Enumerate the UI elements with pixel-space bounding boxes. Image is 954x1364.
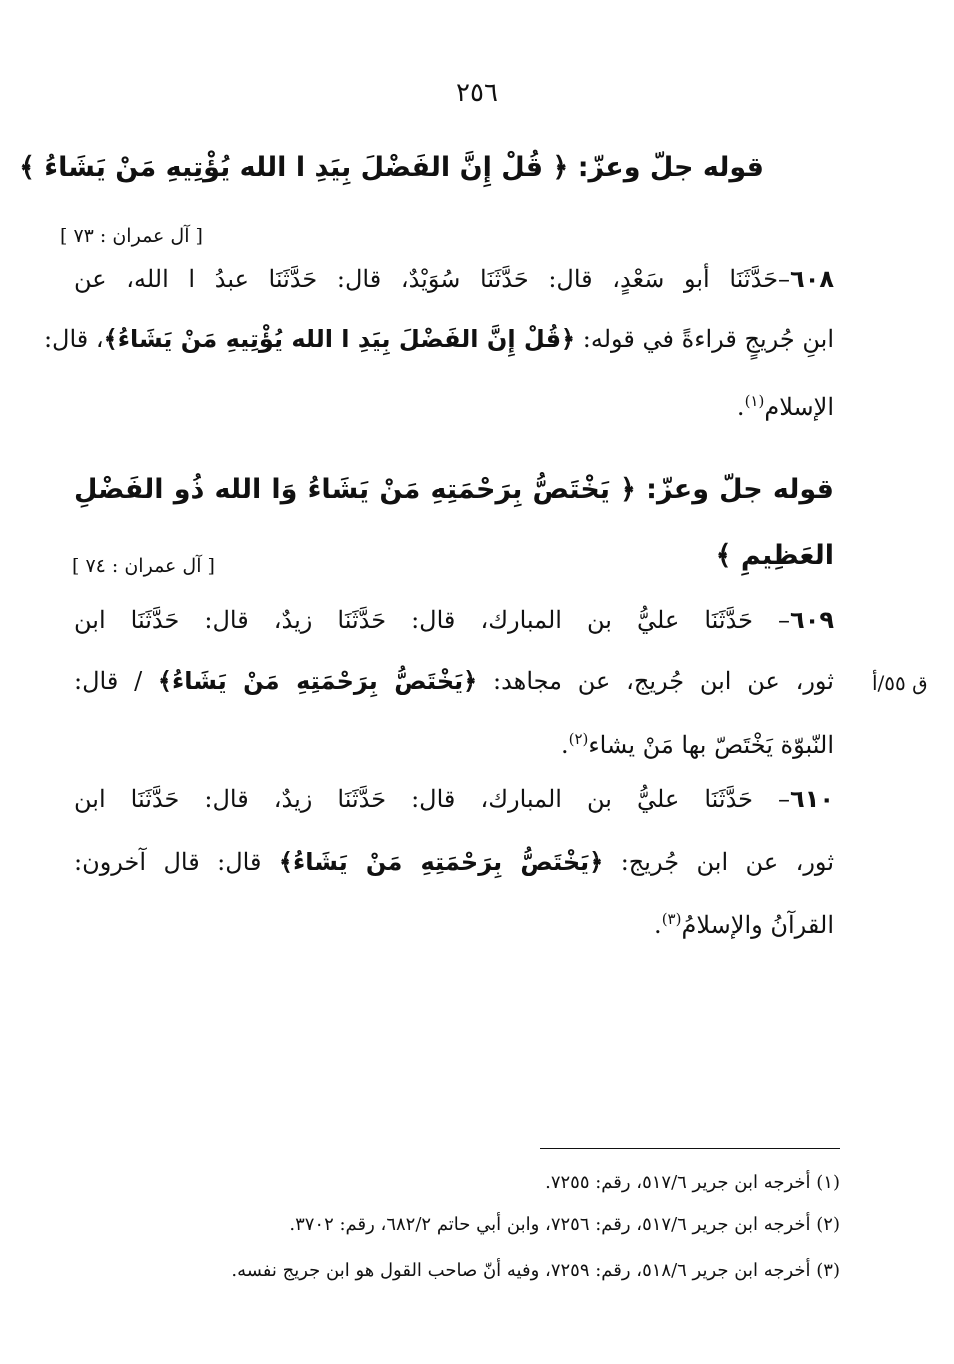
hadith-610-line-1 (74, 782, 834, 816)
hadith-609-line-3 (74, 722, 834, 762)
hadith-text-end: . (654, 911, 662, 939)
hadith-608-line-2 (43, 322, 834, 356)
hadith-text: النّبوّة يَخْتَصّ بها مَنْ يشاء (588, 731, 834, 759)
manuscript-folio-note: ق ٥٥/أ (872, 671, 928, 695)
footnote-separator (540, 1148, 840, 1149)
hadith-608-line-3 (74, 384, 834, 424)
quran-verse: ﴿ قُلْ إِنَّ الفَضْلَ بِيَدِ ا الله يُؤْتِيهِ مَنْ يَشَاءُ ﴾ (19, 152, 569, 183)
hadith-number: ٦٠٨ (790, 265, 834, 293)
section-heading-2-cont: العَظِيمِ ﴾ (715, 540, 834, 571)
footnote-marker: (٣) (661, 910, 682, 928)
hadith-text: ثور، عن ابن جُريج، عن مجاهد: (492, 667, 834, 695)
footnote-marker: (١) (744, 392, 765, 410)
footnote-1: (١) أخرجه ابن جرير ٥١٧/٦، رقم: ٧٢٥٥. (545, 1172, 840, 1193)
hadith-608-line-1 (74, 262, 834, 296)
quran-verse: ﴿يَخْتَصُّ بِرَحْمَتِهِ مَنْ يَشَاءُ﴾ (278, 848, 604, 876)
hadith-text: – حَدَّثَنَا عليُّ بن المبارك، قال: حَدَّثَنَا زيدٌ، قال: حَدَّثَنَا ابن (74, 785, 791, 813)
hadith-text: –حَدَّثَنَا أبو سَعْدٍ، قال: حَدَّثَنَا سُوَيْدٌ، قال: حَدَّثَنَا عبدُ ا الله، عن (74, 265, 791, 293)
section-heading-2 (74, 470, 834, 510)
heading-prefix: قوله جلّ وعزّ: (577, 152, 764, 183)
hadith-text: ابنِ جُريجٍ قراءةً في قوله: (582, 325, 834, 353)
footnote-2: (٢) أخرجه ابن جرير ٥١٧/٦، رقم: ٧٢٥٦، وابن أبي حاتم ٦٨٢/٢، رقم: ٣٧٠٢. (289, 1214, 840, 1235)
hadith-text: / قال: (74, 667, 143, 695)
heading-prefix: قوله جلّ وعزّ: (646, 474, 834, 505)
verse-reference: [ آل عمران : ٧٣ ] (60, 225, 203, 247)
hadith-text: ثور، عن ابن جُريج: (620, 848, 835, 876)
hadith-text: القرآنُ والإسلامُ (681, 911, 834, 939)
footnote-3: (٣) أخرجه ابن جرير ٥١٨/٦، رقم: ٧٢٥٩، وفيه أنّ صاحب القول هو ابن جريج نفسه. (231, 1260, 840, 1281)
hadith-text: الإسلام (764, 393, 834, 421)
hadith-609-line-2 (74, 664, 834, 698)
section-heading-1 (19, 148, 764, 188)
hadith-text: قال: قال آخرون: (74, 848, 262, 876)
verse-reference: [ آل عمران : ٧٤ ] (72, 555, 215, 577)
page-number: ٢٥٦ (456, 78, 498, 108)
hadith-text: ، قال: (43, 325, 104, 353)
hadith-text-end: . (560, 731, 569, 759)
quran-verse: ﴿ يَخْتَصُّ بِرَحْمَتِهِ مَنْ يَشَاءُ وَا الله ذُو الفَضْلِ (74, 474, 636, 505)
hadith-609-line-1 (74, 603, 834, 637)
quran-verse: ﴿يَخْتَصُّ بِرَحْمَتِهِ مَنْ يَشَاءُ﴾ (157, 667, 478, 695)
hadith-number: ٦٠٩ (790, 606, 834, 634)
hadith-number: ٦١٠ (790, 785, 834, 813)
hadith-text-end: . (736, 393, 745, 421)
hadith-text: – حَدَّثَنَا عليُّ بن المبارك، قال: حَدَّثَنَا زيدٌ، قال: حَدَّثَنَا ابن (74, 606, 791, 634)
hadith-610-line-3 (74, 902, 834, 942)
hadith-610-line-2 (74, 845, 834, 879)
footnote-marker: (٢) (568, 730, 589, 748)
quran-verse: ﴿قُلْ إِنَّ الفَضْلَ بِيَدِ ا الله يُؤْتِيهِ مَنْ يَشَاءُ﴾ (103, 325, 576, 353)
